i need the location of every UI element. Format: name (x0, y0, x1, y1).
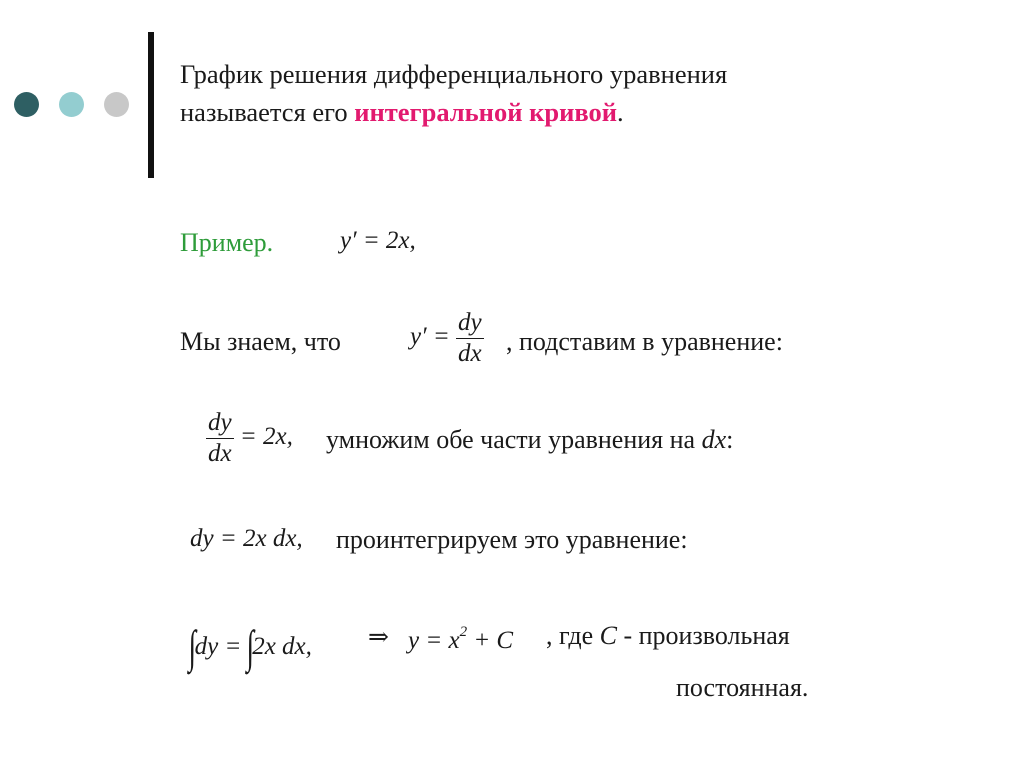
title-line-2-suffix: . (617, 97, 624, 127)
decor-dot-gray (104, 92, 129, 117)
step1-numerator: dy (456, 308, 484, 339)
step2-formula (206, 408, 293, 469)
step4-text-line-2-end: . (801, 673, 809, 702)
step1-suffix: , подставим в уравнение: (506, 327, 783, 356)
step4-text (546, 621, 790, 651)
step4-text-prefix: , где (546, 621, 600, 650)
step4-rhs: 2x dx, (252, 633, 312, 660)
title-line-2-prefix: называется его (180, 97, 355, 127)
step1-fraction (456, 308, 484, 369)
result-exponent: 2 (459, 624, 468, 640)
step1-prefix: Мы знаем, что (180, 327, 341, 356)
step2-text-suffix: : (726, 425, 734, 454)
step1-lhs: y′ = (410, 323, 450, 351)
decor-dot-light (59, 92, 84, 117)
step2-denominator: dx (208, 440, 232, 467)
step3-text: проинтегрируем это уравнение: (336, 525, 688, 554)
step2-rhs: = 2x, (239, 423, 293, 451)
example-equation: y′ = 2x, (340, 227, 416, 254)
decor-dot-dark (14, 92, 39, 117)
step4-formula (190, 620, 312, 673)
step4-text-line-2-word: постоянная (676, 673, 802, 702)
integral-symbol-2: ∫ (246, 621, 254, 672)
title-divider-bar (148, 32, 154, 178)
step2-text (326, 425, 733, 455)
implies-arrow: ⇒ (368, 624, 389, 651)
step4-text-var: C (599, 621, 617, 650)
slide-title (180, 55, 727, 131)
result-base: y = x (408, 627, 460, 654)
step4-result (408, 624, 513, 655)
step2-text-prefix: умножим обе части уравнения на (326, 425, 702, 454)
result-tail: + C (467, 627, 514, 654)
step4-text-line-2 (676, 673, 808, 703)
example-label: Пример. (180, 228, 274, 257)
integral-symbol-1: ∫ (188, 621, 197, 672)
step1-formula (410, 308, 484, 369)
step2-numerator: dy (206, 408, 234, 439)
step2-text-var: dx (701, 425, 727, 454)
step4-lhs: dy = (194, 633, 242, 660)
title-line-1: График решения дифференциального уравнения (180, 59, 728, 89)
title-line-2 (180, 93, 727, 131)
step4-text-suffix: - произвольная (616, 621, 790, 650)
step2-fraction (206, 408, 234, 469)
title-highlight: интегральной кривой (354, 97, 618, 127)
step1-denominator: dx (457, 340, 482, 367)
step3-equation: dy = 2x dx, (190, 525, 303, 552)
